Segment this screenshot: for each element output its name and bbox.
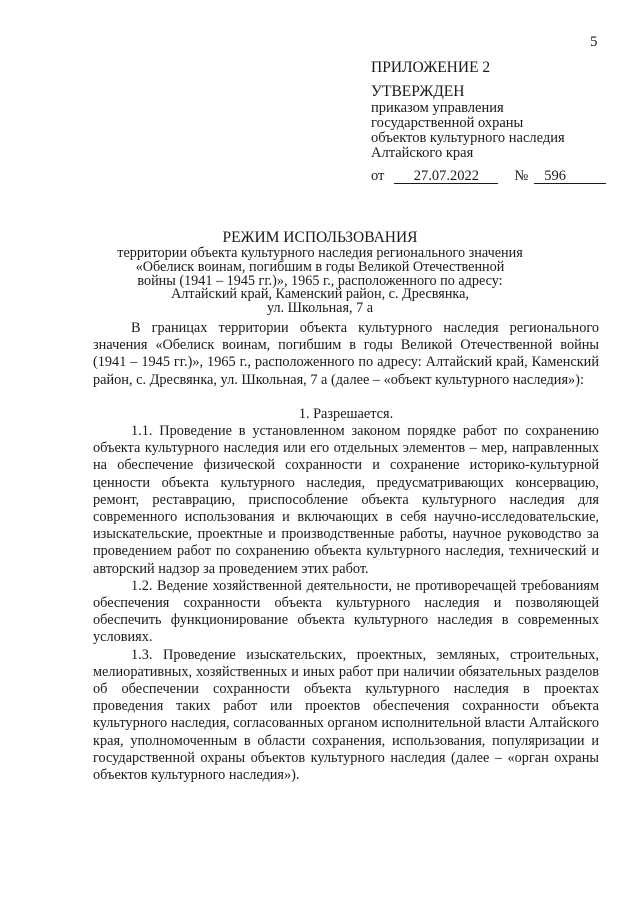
page-number: 5: [590, 34, 598, 50]
section-heading: 1. Разрешается.: [298, 405, 394, 422]
title-line: территории объекта культурного наследия регионального значения: [117, 245, 523, 261]
approved-label: УТВЕРЖДЕН: [371, 83, 465, 100]
approval-block: [371, 60, 621, 184]
intro-paragraph: В границах территории объекта культурного наследия регионального значения «Обелиск воинам, погибшим в годы Великой Отечественной войны (1941 – 1945 гг.)», 1965 г., расположенного по адресу: Алтайский край, Каменский район, с. Дресвянка, ул. Школьная, 7 а (далее – «объект культурного наследия»):: [93, 320, 599, 388]
title-line: Алтайский край, Каменский район, с. Дресвянка,: [171, 286, 469, 303]
document-body: [93, 320, 599, 784]
clause-1-3: 1.3. Проведение изыскательских, проектных, земляных, строительных, мелиоративных, хозяйственных и иных работ при наличии обязательных разделов об обеспечении сохранности объекта культурного наследия в проектах проведения таких работ или проектов обеспечения сохранности объекта культурного наследия, согласованных органом исполнительной власти Алтайского края, уполномоченным в области сохранения, использования, популяризации и государственной охраны объектов культурного наследия (далее – «орган охраны объектов культурного наследия»).: [93, 646, 599, 784]
clause-1-2: 1.2. Ведение хозяйственной деятельности, не противоречащей требованиям обеспечения сохранности объекта культурного наследия и позволяющей обеспечить функционирование объекта культурного наследия в современных условиях.: [93, 577, 599, 646]
issuer-line: приказом управления: [371, 100, 504, 116]
appendix-label: ПРИЛОЖЕНИЕ 2: [371, 59, 491, 76]
order-date: 27.07.2022: [394, 169, 498, 184]
order-number: 596: [534, 169, 606, 184]
title-line: «Обелиск воинам, погибшим в годы Великой Отечественной: [135, 258, 505, 275]
order-date-number-line: [371, 169, 621, 184]
issuer-line: Алтайского края: [371, 145, 474, 161]
from-label: от: [371, 168, 385, 184]
clause-1-1: 1.1. Проведение в установленном законом порядке работ по сохранению объекта культурного наследия или его отдельных элементов – мер, направленных на обеспечение физической сохранности и сохранение историко-культурной ценности объекта культурного наследия, предусматривающих консервацию, ремонт, реставрацию, приспособление объекта культурного наследия для современного использования и включающих в себя научно-исследовательские, изыскательские, проектные и производственные работы, научное руководство за проведением работ по сохранению объекта культурного наследия, технический и авторский надзор за проведением этих работ.: [93, 423, 599, 577]
issuer-line: объектов культурного наследия: [371, 130, 565, 146]
number-label: №: [514, 168, 529, 184]
title-line: ул. Школьная, 7 а: [266, 300, 374, 317]
document-title-block: [80, 230, 560, 316]
document-title: РЕЖИМ ИСПОЛЬЗОВАНИЯ: [222, 229, 418, 246]
issuer-line: государственной охраны: [371, 115, 524, 131]
title-line: войны (1941 – 1945 гг.)», 1965 г., расположенного по адресу:: [137, 272, 503, 289]
